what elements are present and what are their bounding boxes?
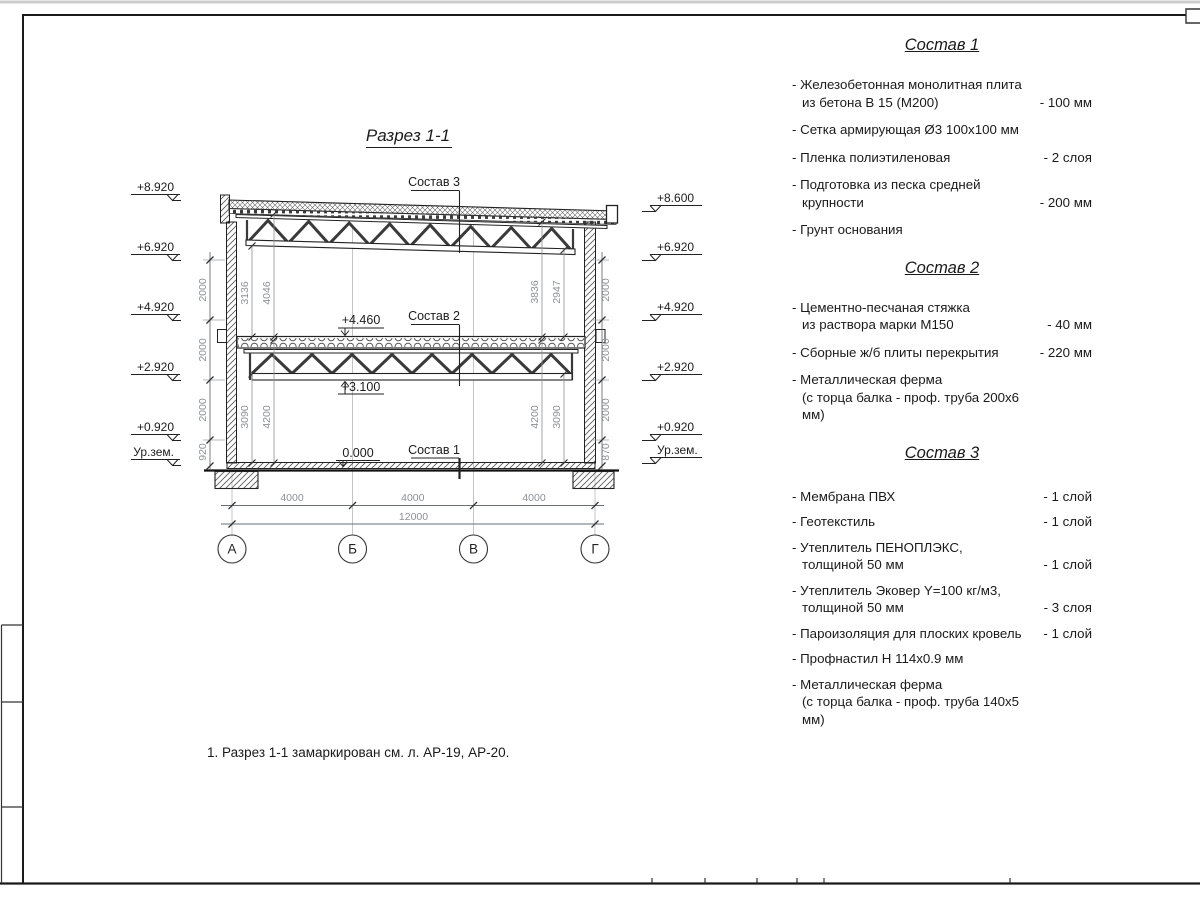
spec-item: [792, 221, 1092, 239]
dim-text: 920: [197, 443, 209, 461]
callout-sostav-1: [408, 443, 460, 479]
dim-text: 2000: [197, 278, 209, 302]
frame-corner-notch: [1186, 9, 1200, 23]
drawing-title-text: Разрез 1-1: [365, 126, 451, 145]
spec-section-title: Состав 3: [904, 443, 980, 462]
elevation-mark-text: +8.600: [657, 191, 695, 205]
spec-item: [792, 539, 1092, 574]
spec-item-line: - Сборные ж/б плиты перекрытия: [792, 344, 999, 360]
spec-item-value: - 1 слой: [1043, 625, 1092, 641]
level-text: +3.100: [341, 380, 381, 394]
spec-item-value: - 220 мм: [1039, 344, 1092, 360]
spec-item: [792, 582, 1092, 617]
drawing-title: [366, 126, 452, 148]
elevation-mark-text: +0.920: [657, 420, 695, 434]
dim-text: 2000: [197, 338, 209, 362]
level-label-3100: [338, 380, 384, 394]
spec-item: [792, 76, 1092, 111]
spec-item-value: - 100 мм: [1039, 94, 1092, 110]
roof-edge-plate: [607, 206, 618, 224]
spec-column: [792, 26, 1092, 736]
elevation-mark-text: +4.920: [657, 300, 695, 314]
axis-letter: А: [227, 541, 237, 557]
dim-text: 2000: [600, 338, 612, 362]
spec-item: [792, 650, 1092, 668]
elevation-mark-text: +0.920: [136, 420, 174, 434]
callout-label: Состав 3: [408, 175, 460, 189]
spec-item-line: - Мембрана ПВХ: [792, 488, 896, 504]
dim-text: 4200: [529, 405, 541, 429]
dim-text: 4000: [522, 492, 546, 504]
spec-item-value: - 40 мм: [1047, 317, 1092, 332]
axis-bubble-a: [218, 535, 246, 563]
frame-left-cells: [2, 625, 24, 883]
elevation-mark-text: +6.920: [136, 240, 174, 254]
spec-item-line: - Цементно-песчаная стяжка: [792, 299, 970, 315]
hollow-core-slab: [238, 338, 584, 347]
spec-section-title: Состав 2: [904, 258, 980, 277]
spec-item-line: - Геотекстиль: [792, 514, 876, 529]
elevation-mark-text: +2.920: [657, 360, 695, 374]
elevation-mark-text: +4.920: [136, 300, 174, 314]
ground-slab: [204, 463, 619, 489]
spec-item: [792, 625, 1092, 643]
elevation-marks-right: [642, 191, 702, 464]
spec-item: [792, 371, 1092, 424]
spec-item-line: - Утеплитель Эковер Y=100 кг/м3,: [792, 582, 1001, 598]
right-wall: [585, 222, 596, 463]
elevation-marks-left: [131, 180, 181, 466]
dim-text: 3090: [551, 405, 563, 429]
spec-section-sostav-3: [792, 442, 1092, 729]
spec-item-line: - Металлическая ферма: [792, 372, 943, 387]
callout-label: Состав 2: [408, 309, 460, 323]
elevation-mark-text: Ур.зем.: [133, 445, 174, 459]
spec-item-line: толщиной 50 мм: [802, 557, 904, 572]
dim-text: 4000: [280, 492, 304, 504]
dim-text: 4046: [261, 281, 273, 305]
slab-bearing-left: [218, 330, 227, 343]
level-text: 0.000: [342, 446, 374, 460]
axis-bubbles: [218, 535, 609, 563]
spec-item-value: - 1 слой: [1043, 514, 1092, 529]
axis-bubble-b: [339, 535, 367, 563]
axis-letter: В: [468, 541, 479, 557]
roof-assembly: [229, 200, 618, 255]
spec-item-line: - Металлическая ферма: [792, 676, 943, 692]
spec-section-title: Состав 1: [904, 36, 980, 54]
axis-bubble-g: [581, 535, 609, 563]
left-wall: [227, 222, 237, 463]
dim-text: 3090: [239, 405, 251, 429]
elevation-mark-text: Ур.зем.: [657, 443, 698, 457]
spec-item: [792, 344, 1092, 362]
level-text: +4.460: [341, 313, 381, 327]
spec-item: [792, 676, 1092, 729]
spec-item-value: - 1 слой: [1043, 557, 1092, 572]
parapet: [221, 195, 230, 223]
elevation-mark-text: +2.920: [136, 360, 174, 374]
spec-item: [792, 513, 1092, 531]
dim-text: 4000: [401, 492, 425, 504]
elevation-mark-text: +6.920: [657, 240, 695, 254]
spec-item-value: - 200 мм: [1039, 194, 1092, 210]
spec-item-line: - Пароизоляция для плоских кровель: [792, 625, 1022, 641]
spec-item-line: - Профнастил Н 114х0.9 мм: [792, 651, 964, 666]
dim-text: 3136: [239, 281, 251, 305]
spec-item-value: - 2 слоя: [1043, 149, 1092, 165]
spec-item: [792, 299, 1092, 334]
spec-item-line: - Пленка полиэтиленовая: [792, 149, 951, 165]
spec-item-line: - Грунт основания: [792, 222, 903, 237]
dim-text: 2947: [551, 280, 563, 304]
spec-item-line: - Сетка армирующая Ø3 100х100 мм: [792, 122, 1019, 137]
level-label-4460: [338, 313, 384, 336]
axis-letter: Г: [591, 541, 599, 557]
spec-item: [792, 488, 1092, 506]
elevation-mark-text: +8.920: [136, 180, 174, 194]
callout-label: Состав 1: [408, 443, 460, 457]
spec-item-value: - 1 слой: [1043, 488, 1092, 504]
spec-item-line: - Железобетонная монолитная плита: [792, 77, 1022, 92]
floor-truss-bottom-chord: [252, 374, 572, 381]
dim-text: 870: [600, 443, 612, 461]
floor-truss: [244, 350, 578, 381]
spec-item-line: из бетона В 15 (М200): [802, 94, 939, 110]
floor-truss-top-chord: [244, 350, 578, 354]
foundation-pad-left: [215, 472, 258, 489]
dim-text: 2000: [600, 398, 612, 422]
spec-item: [792, 176, 1092, 211]
spec-item-value: - 3 слоя: [1043, 600, 1092, 615]
dim-text-total: 12000: [398, 511, 429, 523]
spec-item-line: - Утеплитель ПЕНОПЛЭКС,: [792, 539, 963, 555]
axis-letter: Б: [348, 541, 357, 557]
spec-item-line: толщиной 50 мм: [802, 600, 904, 615]
spec-section-sostav-1: [792, 34, 1092, 239]
spec-item-line: из раствора марки М150: [802, 317, 954, 332]
dimension-chains: [197, 211, 612, 528]
spec-item-line: (с торца балка - проф. труба 200х6 мм): [802, 389, 1020, 422]
dim-text: 3836: [529, 280, 541, 304]
spec-item: [792, 121, 1092, 139]
spec-item-line: крупности: [802, 194, 864, 210]
spec-item: [792, 149, 1092, 167]
spec-item-line: (с торца балка - проф. труба 140х5 мм): [802, 694, 1020, 727]
dim-text: 2000: [197, 398, 209, 422]
spec-section-sostav-2: [792, 257, 1092, 424]
dim-text: 4200: [261, 405, 273, 429]
dim-text: 2000: [600, 278, 612, 302]
spec-item-line: - Подготовка из песка средней: [792, 177, 981, 192]
title-block-ticks: [652, 878, 1010, 883]
foundation-pad-right: [573, 472, 614, 489]
sheet-note: 1. Разрез 1-1 замаркирован см. л. АР-19, АР-20.: [207, 745, 510, 760]
axis-bubble-v: [460, 535, 488, 563]
